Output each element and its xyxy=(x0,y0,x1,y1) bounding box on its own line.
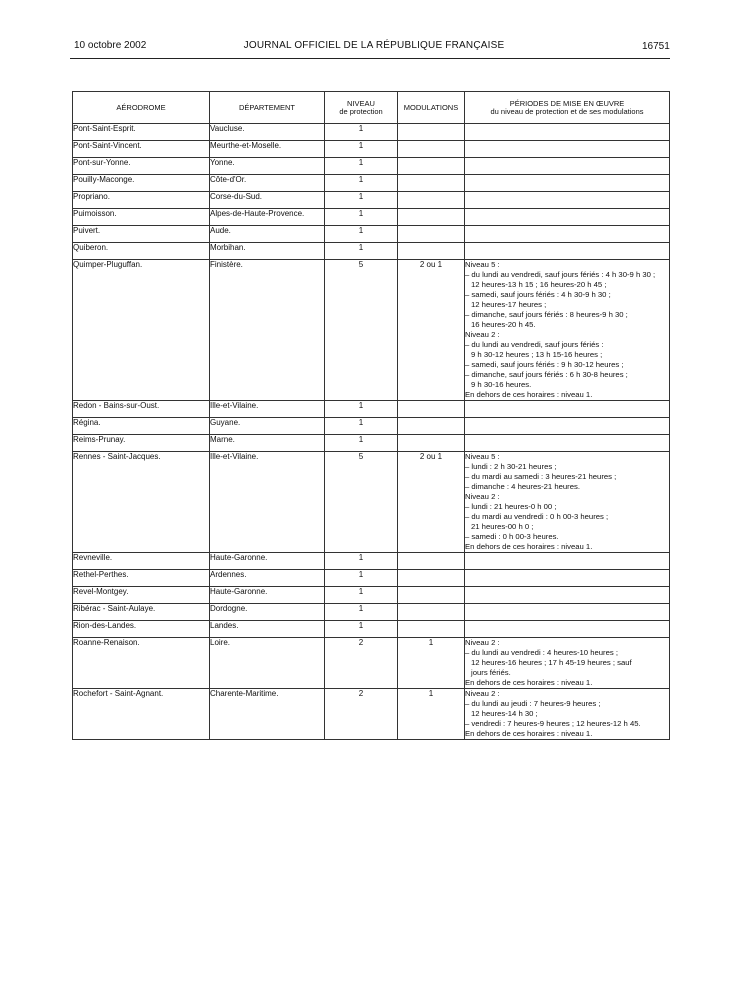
cell-modulations xyxy=(398,553,465,570)
cell-departement: Loire. xyxy=(210,638,325,689)
periode-line: – samedi : 0 h 00-3 heures. xyxy=(465,532,559,541)
cell-aerodrome: Rion-des-Landes. xyxy=(73,621,210,638)
periode-line: – du lundi au vendredi, sauf jours fériés : xyxy=(465,340,604,349)
cell-aerodrome: Pont-Saint-Esprit. xyxy=(73,124,210,141)
aerodrome-table xyxy=(72,91,670,740)
cell-niveau: 1 xyxy=(325,604,398,621)
header-date: 10 octobre 2002 xyxy=(74,40,147,51)
cell-departement: Charente-Maritime. xyxy=(210,689,325,740)
cell-periodes xyxy=(465,243,670,260)
table-row xyxy=(73,124,670,141)
cell-modulations xyxy=(398,587,465,604)
table-row xyxy=(73,209,670,226)
periode-line: Niveau 2 : xyxy=(465,638,500,647)
cell-periodes xyxy=(465,418,670,435)
cell-periodes xyxy=(465,638,670,689)
periodes-header-line2: du niveau de protection et de ses modulations xyxy=(490,106,644,116)
cell-departement: Finistère. xyxy=(210,260,325,401)
cell-departement: Marne. xyxy=(210,435,325,452)
cell-aerodrome: Redon - Bains-sur-Oust. xyxy=(73,401,210,418)
cell-periodes xyxy=(465,192,670,209)
periode-line: 12 heures-13 h 15 ; 16 heures-20 h 45 ; xyxy=(471,280,607,289)
cell-aerodrome: Pont-sur-Yonne. xyxy=(73,158,210,175)
periode-line: – dimanche : 4 heures-21 heures. xyxy=(465,482,580,491)
cell-departement: Ille-et-Vilaine. xyxy=(210,401,325,418)
cell-modulations xyxy=(398,158,465,175)
column-header-modulations: MODULATIONS xyxy=(398,92,465,124)
periode-line: En dehors de ces horaires : niveau 1. xyxy=(465,678,593,687)
cell-modulations xyxy=(398,570,465,587)
periode-line: En dehors de ces horaires : niveau 1. xyxy=(465,729,593,738)
cell-modulations xyxy=(398,175,465,192)
cell-periodes xyxy=(465,587,670,604)
periode-line: jours fériés. xyxy=(471,668,511,677)
cell-aerodrome: Quiberon. xyxy=(73,243,210,260)
cell-aerodrome: Rethel-Perthes. xyxy=(73,570,210,587)
cell-modulations: 2 ou 1 xyxy=(398,452,465,553)
cell-aerodrome: Puimoisson. xyxy=(73,209,210,226)
periode-line: En dehors de ces horaires : niveau 1. xyxy=(465,542,593,551)
niveau-header-line1: NIVEAU xyxy=(347,98,375,108)
cell-niveau: 1 xyxy=(325,226,398,243)
table-row xyxy=(73,604,670,621)
periode-line: Niveau 5 : xyxy=(465,260,500,269)
cell-periodes xyxy=(465,209,670,226)
cell-departement: Ardennes. xyxy=(210,570,325,587)
cell-modulations xyxy=(398,209,465,226)
cell-niveau: 2 xyxy=(325,638,398,689)
cell-modulations xyxy=(398,604,465,621)
cell-departement: Haute-Garonne. xyxy=(210,553,325,570)
cell-periodes xyxy=(465,570,670,587)
table-row xyxy=(73,158,670,175)
table-row xyxy=(73,570,670,587)
periode-line: – du lundi au vendredi : 4 heures-10 heures ; xyxy=(465,648,618,657)
cell-niveau: 1 xyxy=(325,175,398,192)
cell-modulations xyxy=(398,418,465,435)
table-row xyxy=(73,587,670,604)
cell-departement: Meurthe-et-Moselle. xyxy=(210,141,325,158)
cell-modulations xyxy=(398,226,465,243)
cell-periodes xyxy=(465,158,670,175)
table-row xyxy=(73,141,670,158)
cell-niveau: 5 xyxy=(325,452,398,553)
periode-line: – vendredi : 7 heures-9 heures ; 12 heures-12 h 45. xyxy=(465,719,641,728)
cell-niveau: 1 xyxy=(325,124,398,141)
cell-departement: Guyane. xyxy=(210,418,325,435)
cell-niveau: 1 xyxy=(325,141,398,158)
table-header-row xyxy=(73,92,670,124)
cell-aerodrome: Revneville. xyxy=(73,553,210,570)
cell-departement: Haute-Garonne. xyxy=(210,587,325,604)
periode-line: 12 heures-14 h 30 ; xyxy=(471,709,538,718)
cell-departement: Landes. xyxy=(210,621,325,638)
page-header xyxy=(0,0,748,60)
cell-periodes xyxy=(465,604,670,621)
table-row xyxy=(73,243,670,260)
cell-aerodrome: Ribérac - Saint-Aulaye. xyxy=(73,604,210,621)
cell-niveau: 1 xyxy=(325,553,398,570)
table-row xyxy=(73,638,670,689)
periode-line: 9 h 30-16 heures. xyxy=(471,380,532,389)
cell-aerodrome: Pont-Saint-Vincent. xyxy=(73,141,210,158)
cell-modulations xyxy=(398,141,465,158)
table-row xyxy=(73,452,670,553)
periode-line: Niveau 2 : xyxy=(465,689,500,698)
cell-periodes xyxy=(465,260,670,401)
periode-line: 16 heures-20 h 45. xyxy=(471,320,536,329)
periode-line: En dehors de ces horaires : niveau 1. xyxy=(465,390,593,399)
periode-line: 21 heures-00 h 0 ; xyxy=(471,522,534,531)
cell-niveau: 1 xyxy=(325,435,398,452)
cell-periodes xyxy=(465,553,670,570)
cell-aerodrome: Roanne-Renaison. xyxy=(73,638,210,689)
periode-line: Niveau 5 : xyxy=(465,452,500,461)
cell-niveau: 1 xyxy=(325,209,398,226)
cell-modulations xyxy=(398,401,465,418)
table-row xyxy=(73,689,670,740)
cell-periodes xyxy=(465,435,670,452)
periode-line: Niveau 2 : xyxy=(465,330,500,339)
cell-niveau: 2 xyxy=(325,689,398,740)
cell-departement: Dordogne. xyxy=(210,604,325,621)
cell-periodes xyxy=(465,452,670,553)
cell-departement: Yonne. xyxy=(210,158,325,175)
cell-niveau: 1 xyxy=(325,243,398,260)
column-header-periodes xyxy=(465,92,670,124)
cell-departement: Morbihan. xyxy=(210,243,325,260)
periode-line: Niveau 2 : xyxy=(465,492,500,501)
periode-line: – dimanche, sauf jours fériés : 8 heures-9 h 30 ; xyxy=(465,310,628,319)
periode-line: – samedi, sauf jours fériés : 9 h 30-12 heures ; xyxy=(465,360,624,369)
cell-departement: Vaucluse. xyxy=(210,124,325,141)
cell-aerodrome: Puivert. xyxy=(73,226,210,243)
table-row xyxy=(73,175,670,192)
header-rule xyxy=(70,58,670,59)
periode-line: – du mardi au vendredi : 0 h 00-3 heures ; xyxy=(465,512,609,521)
periode-line: – lundi : 21 heures-0 h 00 ; xyxy=(465,502,557,511)
periodes-header-line1: PÉRIODES DE MISE EN ŒUVRE xyxy=(509,98,625,108)
cell-modulations xyxy=(398,243,465,260)
cell-modulations: 1 xyxy=(398,638,465,689)
column-header-aerodrome: AÉRODROME xyxy=(73,92,210,124)
cell-aerodrome: Pouilly-Maconge. xyxy=(73,175,210,192)
cell-modulations xyxy=(398,435,465,452)
cell-aerodrome: Rochefort - Saint-Agnant. xyxy=(73,689,210,740)
cell-departement: Ille-et-Vilaine. xyxy=(210,452,325,553)
table-row xyxy=(73,226,670,243)
table-row xyxy=(73,192,670,209)
cell-aerodrome: Quimper-Pluguffan. xyxy=(73,260,210,401)
cell-departement: Aude. xyxy=(210,226,325,243)
cell-aerodrome: Régina. xyxy=(73,418,210,435)
table-body xyxy=(73,124,670,740)
periode-line: 9 h 30-12 heures ; 13 h 15-16 heures ; xyxy=(471,350,603,359)
table-row xyxy=(73,401,670,418)
cell-periodes xyxy=(465,401,670,418)
cell-niveau: 1 xyxy=(325,158,398,175)
periode-line: – lundi : 2 h 30-21 heures ; xyxy=(465,462,557,471)
cell-modulations: 1 xyxy=(398,689,465,740)
column-header-departement: DÉPARTEMENT xyxy=(210,92,325,124)
column-header-niveau xyxy=(325,92,398,124)
cell-modulations xyxy=(398,192,465,209)
cell-departement: Alpes-de-Haute-Provence. xyxy=(210,209,325,226)
cell-niveau: 1 xyxy=(325,401,398,418)
periode-line: 12 heures-17 heures ; xyxy=(471,300,547,309)
header-page-number: 16751 xyxy=(642,41,670,52)
cell-niveau: 1 xyxy=(325,570,398,587)
periode-line: 12 heures-16 heures ; 17 h 45-19 heures ; sauf xyxy=(471,658,632,667)
cell-niveau: 5 xyxy=(325,260,398,401)
header-title: JOURNAL OFFICIEL DE LA RÉPUBLIQUE FRANÇAISE xyxy=(243,40,505,51)
periode-line: – dimanche, sauf jours fériés : 6 h 30-8 heures ; xyxy=(465,370,628,379)
cell-niveau: 1 xyxy=(325,587,398,604)
periode-line: – du lundi au vendredi, sauf jours fériés : 4 h 30-9 h 30 ; xyxy=(465,270,656,279)
table-row xyxy=(73,553,670,570)
niveau-header-line2: de protection xyxy=(339,106,383,116)
cell-periodes xyxy=(465,621,670,638)
periode-line: – du lundi au jeudi : 7 heures-9 heures ; xyxy=(465,699,601,708)
cell-modulations xyxy=(398,124,465,141)
cell-periodes xyxy=(465,175,670,192)
cell-periodes xyxy=(465,226,670,243)
cell-periodes xyxy=(465,141,670,158)
periode-line: – du mardi au samedi : 3 heures-21 heures ; xyxy=(465,472,617,481)
cell-modulations xyxy=(398,621,465,638)
cell-departement: Corse-du-Sud. xyxy=(210,192,325,209)
cell-modulations: 2 ou 1 xyxy=(398,260,465,401)
cell-periodes xyxy=(465,689,670,740)
table-row xyxy=(73,435,670,452)
cell-niveau: 1 xyxy=(325,418,398,435)
cell-aerodrome: Reims-Prunay. xyxy=(73,435,210,452)
cell-periodes xyxy=(465,124,670,141)
periode-line: – samedi, sauf jours fériés : 4 h 30-9 h 30 ; xyxy=(465,290,611,299)
cell-niveau: 1 xyxy=(325,192,398,209)
cell-aerodrome: Propriano. xyxy=(73,192,210,209)
cell-aerodrome: Rennes - Saint-Jacques. xyxy=(73,452,210,553)
table-row xyxy=(73,418,670,435)
table-row xyxy=(73,621,670,638)
cell-aerodrome: Revel-Montgey. xyxy=(73,587,210,604)
table-row xyxy=(73,260,670,401)
cell-departement: Côte-d'Or. xyxy=(210,175,325,192)
cell-niveau: 1 xyxy=(325,621,398,638)
